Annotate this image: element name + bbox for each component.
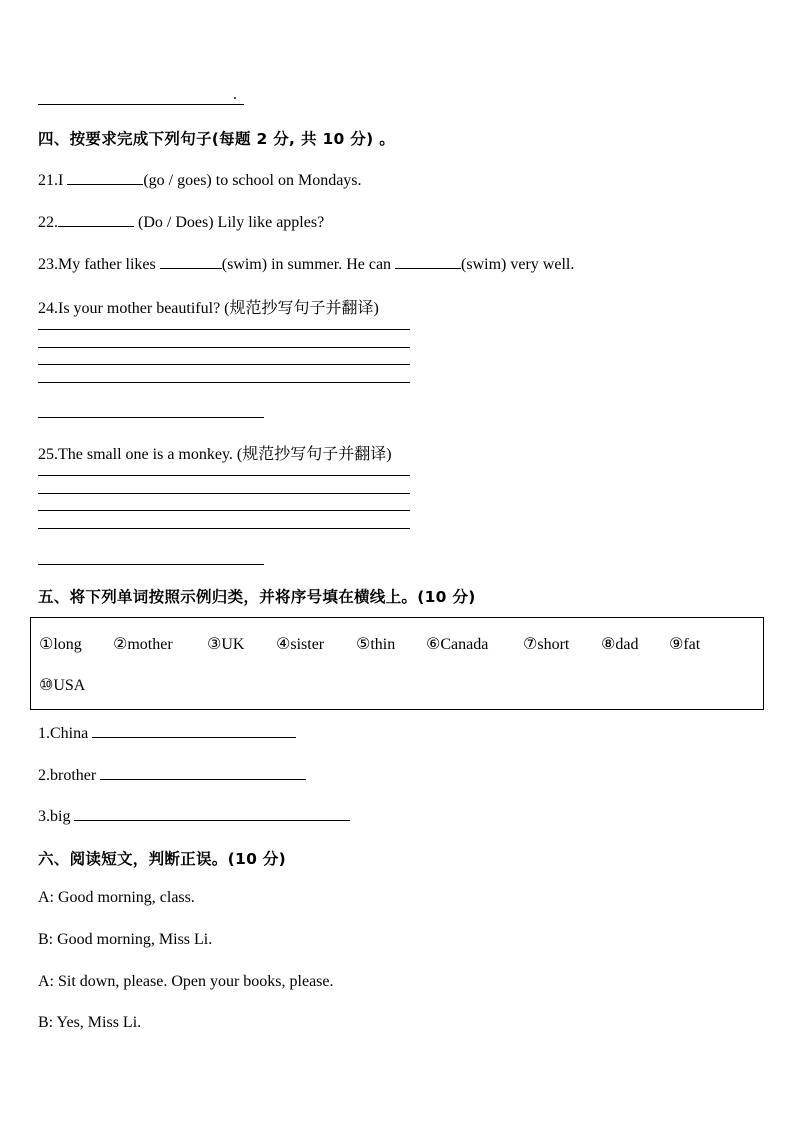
word-usa: USA (53, 677, 86, 694)
category-answer-blank-2[interactable] (100, 765, 306, 780)
word-mother: mother (127, 636, 173, 653)
q24-writing-line-2[interactable] (38, 347, 410, 348)
category-item-2 (38, 765, 306, 785)
question-25: 25.The small one is a monkey. (规范抄写句子并翻译) (38, 446, 392, 463)
circled-number-3: ③ (207, 634, 222, 653)
q23-blank-2[interactable] (395, 254, 461, 269)
circled-number-1: ① (39, 634, 54, 653)
word-sister: sister (290, 636, 325, 653)
dialogue-line: B: Good morning, Miss Li. (38, 931, 213, 948)
q25-writing-line-4[interactable] (38, 528, 410, 529)
q21-post: (go / goes) to school on Mondays. (143, 172, 362, 189)
q23-number: 23. (38, 256, 58, 273)
category-item-3 (38, 806, 350, 826)
q23-post: (swim) very well. (461, 256, 575, 273)
word-item (426, 634, 488, 654)
word-item (207, 634, 244, 654)
dialogue-line: A: Good morning, class. (38, 889, 195, 906)
q25-writing-line-1[interactable] (38, 475, 410, 476)
dialogue-line: B: Yes, Miss Li. (38, 1014, 142, 1031)
q21-pre: I (58, 172, 64, 189)
word-item (113, 634, 173, 654)
word-short: short (537, 636, 570, 653)
question-23 (38, 254, 574, 274)
question-22 (38, 212, 324, 232)
circled-number-7: ⑦ (523, 634, 538, 653)
q21-number: 21. (38, 172, 58, 189)
q22-blank[interactable] (58, 212, 134, 227)
top-period: . (233, 86, 237, 103)
word-long: long (53, 636, 82, 653)
circled-number-9: ⑨ (669, 634, 684, 653)
q25-writing-line-3[interactable] (38, 510, 410, 511)
word-canada: Canada (440, 636, 489, 653)
q25-writing-line-2[interactable] (38, 493, 410, 494)
circled-number-5: ⑤ (356, 634, 371, 653)
category-item-1 (38, 723, 296, 743)
section-6-title: 六、阅读短文，判断正误。(10 分) (38, 850, 287, 868)
answer-line-top[interactable] (38, 104, 244, 105)
q21-blank[interactable] (67, 170, 143, 185)
category-answer-blank-1[interactable] (92, 723, 296, 738)
category-label-big: 3.big (38, 808, 71, 825)
circled-number-4: ④ (276, 634, 291, 653)
q24-writing-line-3[interactable] (38, 364, 410, 365)
circled-number-2: ② (113, 634, 128, 653)
section-5-title: 五、将下列单词按照示例归类，并将序号填在横线上。(10 分) (38, 588, 476, 606)
q23-pre: My father likes (58, 256, 156, 273)
word-item (276, 634, 324, 654)
word-item (39, 634, 82, 654)
circled-number-8: ⑧ (601, 634, 616, 653)
word-dad: dad (615, 636, 639, 653)
q24-writing-line-4[interactable] (38, 382, 410, 383)
section-4-title: 四、按要求完成下列句子(每题 2 分, 共 10 分) 。 (38, 130, 395, 148)
category-answer-blank-3[interactable] (74, 806, 350, 821)
q23-blank-1[interactable] (160, 254, 222, 269)
word-bank-box (30, 617, 764, 710)
word-item (39, 675, 85, 695)
category-label-brother: 2.brother (38, 767, 97, 784)
word-item (669, 634, 700, 654)
question-21 (38, 170, 362, 190)
word-item (356, 634, 395, 654)
dialogue-line: A: Sit down, please. Open your books, please. (38, 973, 334, 990)
word-item (601, 634, 638, 654)
word-uk: UK (221, 636, 245, 653)
question-24: 24.Is your mother beautiful? (规范抄写句子并翻译) (38, 300, 379, 317)
q25-translation-line[interactable] (38, 564, 264, 565)
circled-number-6: ⑥ (426, 634, 441, 653)
q24-writing-line-1[interactable] (38, 329, 410, 330)
q24-translation-line[interactable] (38, 417, 264, 418)
circled-number-10: ⑩ (39, 675, 54, 694)
q23-mid: (swim) in summer. He can (221, 256, 392, 273)
q22-number: 22. (38, 214, 58, 231)
word-thin: thin (370, 636, 396, 653)
word-item (523, 634, 569, 654)
word-fat: fat (683, 636, 701, 653)
q22-post: (Do / Does) Lily like apples? (138, 214, 325, 231)
category-label-china: 1.China (38, 725, 89, 742)
